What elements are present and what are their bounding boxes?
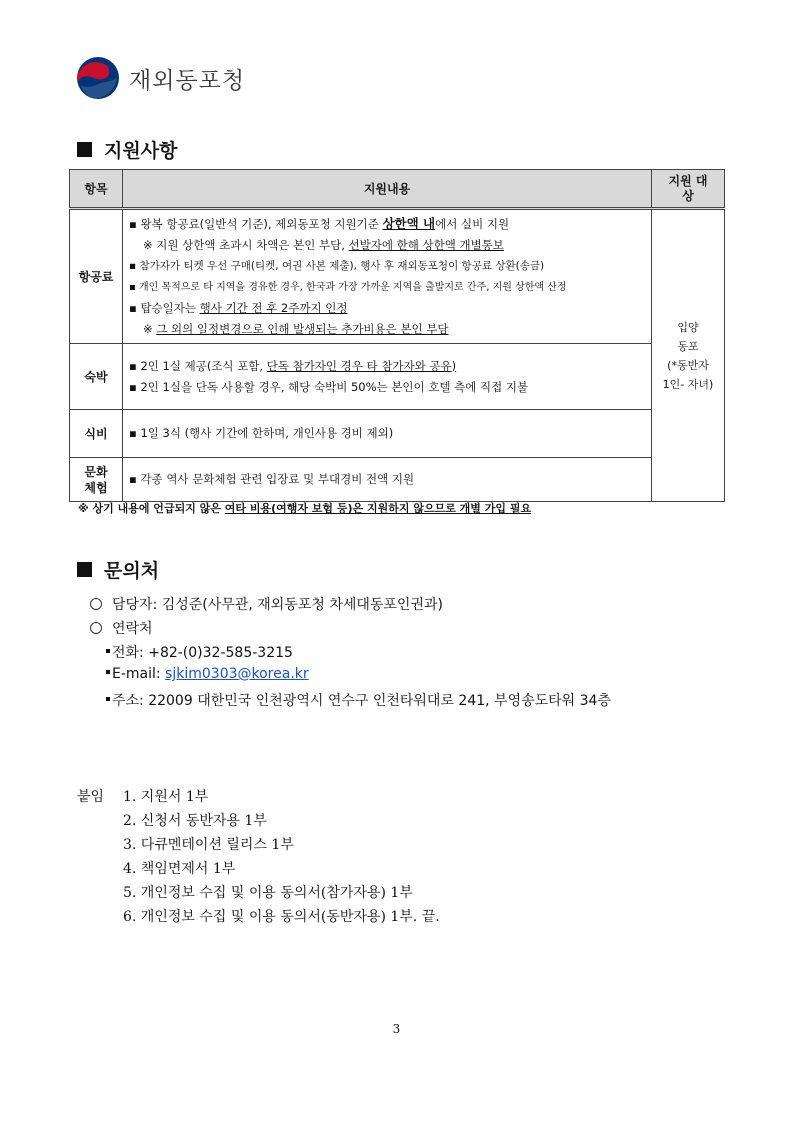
lodging-content: ▪ 2인 1실 제공(조식 포함, 단독 참가자인 경우 타 참가자와 공유) ▪ 2인 1실을 단독 사용할 경우, 해당 숙박비 50%는 본인이 호텔 측에 직접 지불 <box>123 344 652 410</box>
table-row-airfare <box>70 209 725 344</box>
contact-label: 연락처 <box>90 618 153 638</box>
support-target-cell: 입양 동포 (*동반자 1인- 자녀) <box>652 209 725 502</box>
attachments-label: 붙임 <box>77 789 105 805</box>
column-header-target: 지원 대상 <box>652 170 725 209</box>
taegeuk-logo-icon <box>75 55 121 101</box>
black-square-icon <box>77 562 92 577</box>
email-link[interactable]: sjkim0303@korea.kr <box>165 666 309 682</box>
row-label-airfare: 항공료 <box>70 209 123 344</box>
table-row-culture <box>70 458 725 502</box>
column-header-content: 지원내용 <box>123 170 652 209</box>
contact-email-line: E-mail: sjkim0303@korea.kr <box>106 666 309 682</box>
row-label-culture: 문화 체험 <box>70 458 123 502</box>
table-row-lodging <box>70 344 725 410</box>
support-footnote: ※ 상기 내용에 언급되지 않은 여타 비용(여행자 보험 등)은 지원하지 않으므로 개별 가입 필요 <box>78 502 532 515</box>
square-bullet-icon <box>106 697 110 701</box>
circle-bullet-icon <box>90 598 102 610</box>
contact-title-text: 문의처 <box>104 560 160 582</box>
attachment-item: 3. 다큐멘테이션 릴리스 1부 <box>123 837 294 853</box>
agency-logo <box>75 55 245 101</box>
logo-text: 재외동포청 <box>129 67 246 94</box>
meals-content: ▪ 1일 3식 (행사 기간에 한하며, 개인사용 경비 제외) <box>123 410 652 458</box>
column-header-item: 항목 <box>70 170 123 209</box>
page-number: 3 <box>392 1022 401 1036</box>
contact-section-title <box>77 556 159 583</box>
contact-address: 주소: 22009 대한민국 인천광역시 연수구 인천타워대로 241, 부영송도타워 34층 <box>106 690 611 710</box>
support-table <box>69 169 725 502</box>
square-bullet-icon <box>106 649 110 653</box>
table-row-meals <box>70 410 725 458</box>
square-bullet-icon <box>106 670 110 674</box>
attachment-item: 5. 개인정보 수집 및 이용 동의서(참가자용) 1부 <box>123 885 413 901</box>
row-label-meals: 식비 <box>70 410 123 458</box>
contact-person: 담당자: 김성준(사무관, 재외동포청 차세대동포인권과) <box>90 594 443 614</box>
attachment-item: 1. 지원서 1부 <box>123 789 209 805</box>
row-label-lodging: 숙박 <box>70 344 123 410</box>
black-square-icon <box>77 142 92 157</box>
culture-content: ▪ 각종 역사 문화체험 관련 입장료 및 부대경비 전액 지원 <box>123 458 652 502</box>
table-header-row <box>70 170 725 209</box>
support-title-text: 지원사항 <box>104 140 178 162</box>
attachment-item: 2. 신청서 동반자용 1부 <box>123 813 267 829</box>
attachment-item: 6. 개인정보 수집 및 이용 동의서(동반자용) 1부. 끝. <box>123 909 440 925</box>
contact-phone: 전화: +82-(0)32-585-3215 <box>106 642 293 662</box>
attachment-item: 4. 책임면제서 1부 <box>123 861 236 877</box>
airfare-content: ▪ 왕복 항공료(일반석 기준), 제외동포청 지원기준 상한액 내에서 실비 지원 ※ 지원 상한액 초과시 차액은 본인 부담, 선발자에 한해 상한액 개별통보 ▪ 참가자가 티켓 우선 구매(티켓, 여권 사본 제출), 행사 후 재외동포청이 항공료 상환(송금) ▪ 개인 목적으로 타 지역을 경유한 경우, 한국과 가장 가까운 지역을 출발지로 간주, 지원 상한액 산정 ▪ 탑승일자는 행사 기간 전 후 2주까지 인정 ※ 그 외의 일정변경으로 인해 발생되는 추가비용은 본인 부담 <box>123 209 652 344</box>
circle-bullet-icon <box>90 622 102 634</box>
support-section-title <box>77 136 177 163</box>
